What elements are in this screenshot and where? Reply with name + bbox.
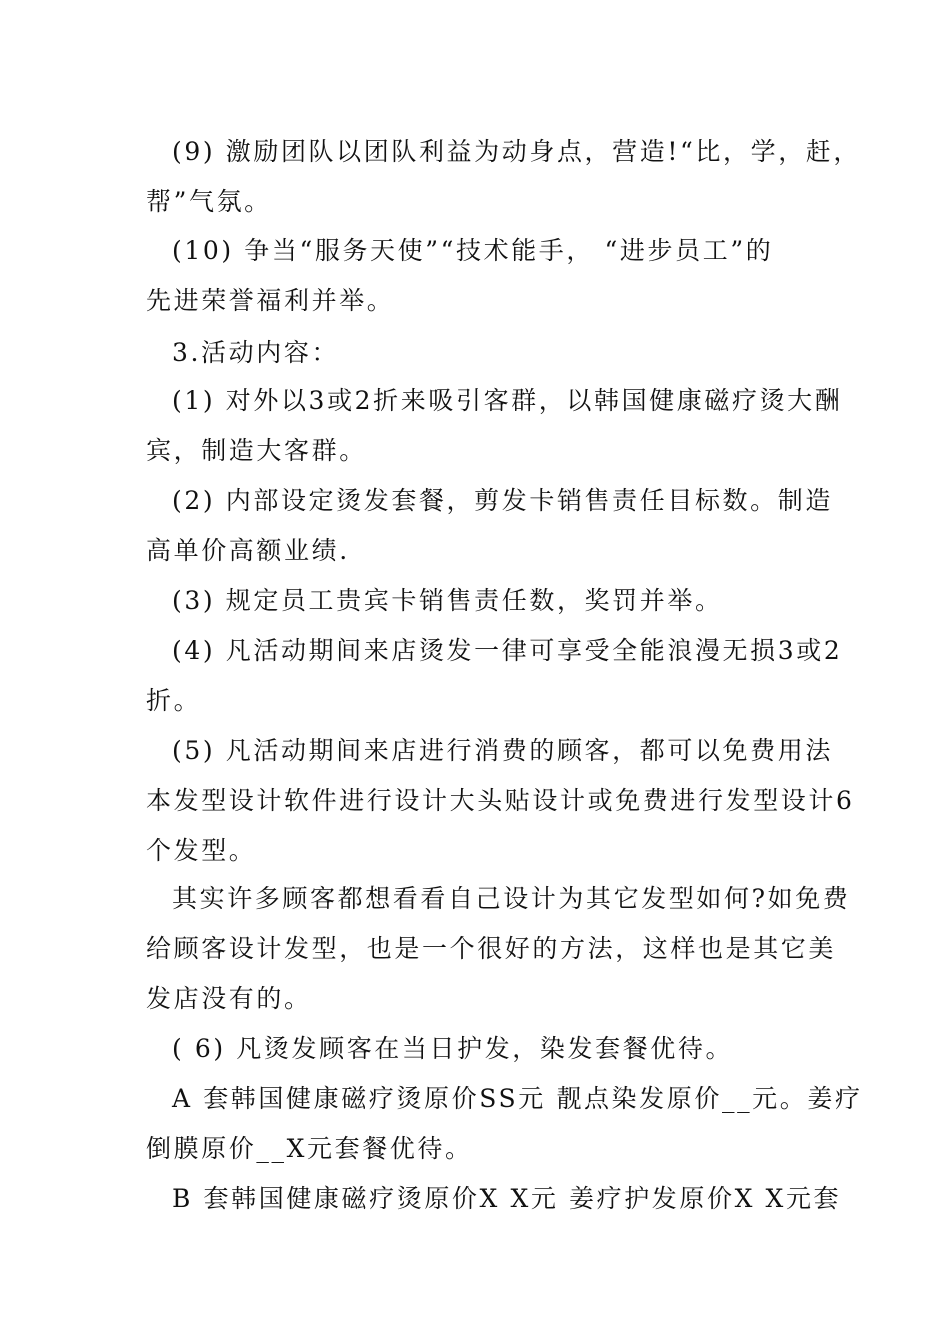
text-line: 高单价高额业绩. (146, 536, 350, 565)
text-line: 倒膜原价__X元套餐优待。 (146, 1134, 473, 1163)
text-line: 给顾客设计发型，也是一个很好的方法，这样也是其它美 (146, 934, 837, 963)
text-line: 先进荣誉福利并举。 (146, 286, 395, 315)
text-line: (2) 内部设定烫发套餐，剪发卡销售责任目标数。制造 (172, 486, 833, 515)
text-line: (1) 对外以3或2折来吸引客群，以韩国健康磁疗烫大酬 (172, 386, 843, 415)
text-line: 个发型。 (146, 836, 257, 865)
text-line: 宾，制造大客群。 (146, 436, 367, 465)
text-line: (9) 激励团队以团队利益为动身点，营造!“比，学，赶， (172, 137, 861, 166)
text-line: (5) 凡活动期间来店进行消费的顾客，都可以免费用法 (172, 736, 833, 765)
section-heading: 3.活动内容： (172, 338, 340, 367)
text-line: (4) 凡活动期间来店烫发一律可享受全能浪漫无损3或2 (172, 636, 843, 665)
text-line: 帮”气氛。 (146, 187, 272, 216)
text-line: 其实许多顾客都想看看自己设计为其它发型如何?如免费 (172, 884, 851, 913)
text-line: 折。 (146, 686, 202, 715)
text-line: B 套韩国健康磁疗烫原价X X元 姜疗护发原价X X元套 (172, 1184, 842, 1213)
text-line: (10) 争当“服务天使”“技术能手， “进步员工”的 (172, 236, 774, 265)
text-line: A 套韩国健康磁疗烫原价SS元 靓点染发原价__元。姜疗 (172, 1084, 863, 1113)
text-line: ( 6) 凡烫发顾客在当日护发，染发套餐优待。 (172, 1034, 734, 1063)
text-line: (3) 规定员工贵宾卡销售责任数，奖罚并举。 (172, 586, 723, 615)
text-line: 本发型设计软件进行设计大头贴设计或免费进行发型设计6 (146, 786, 855, 815)
text-line: 发店没有的。 (146, 984, 312, 1013)
